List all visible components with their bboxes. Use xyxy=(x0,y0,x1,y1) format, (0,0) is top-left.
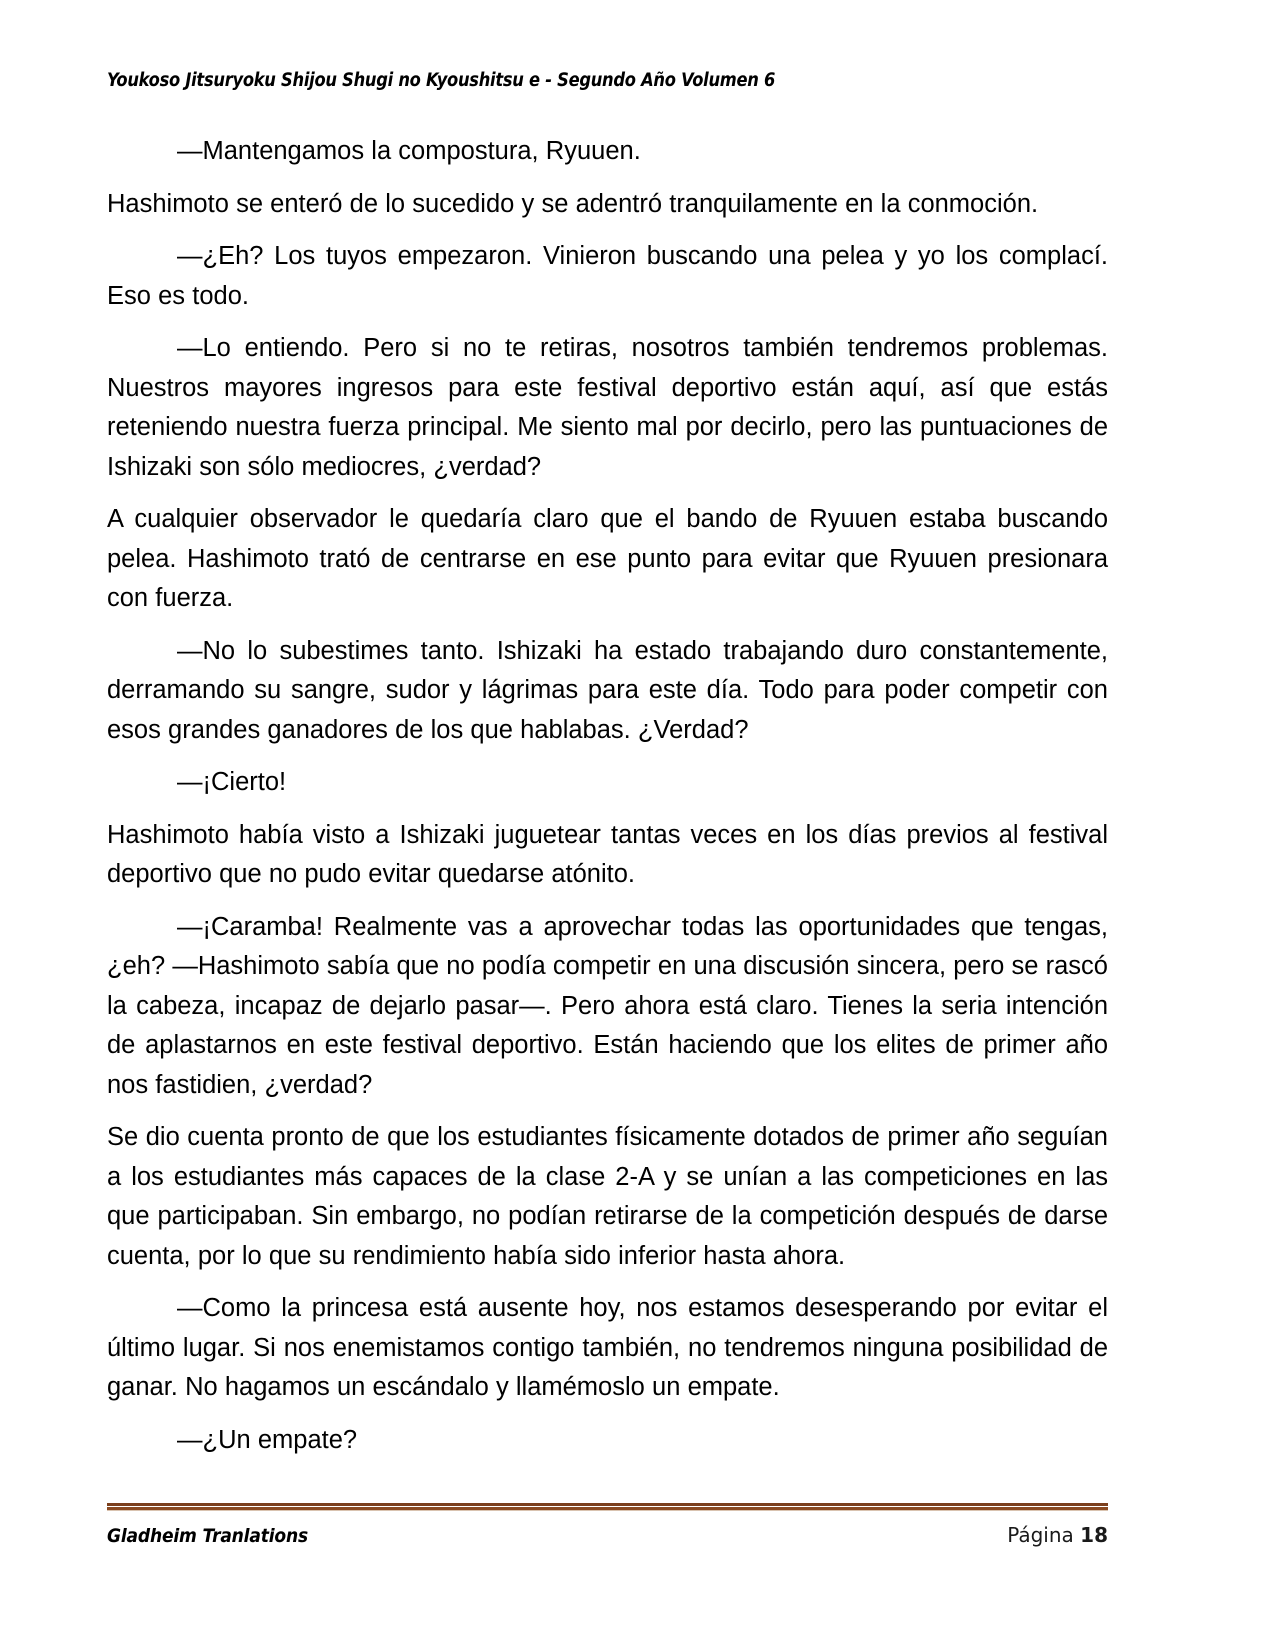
footer-page-indicator xyxy=(1007,1523,1108,1547)
paragraph: Hashimoto había visto a Ishizaki juguetear tantas veces en los días previos al festival deportivo que no pudo evitar quedarse atónito. xyxy=(107,820,1108,888)
paragraph: —¡Cierto! xyxy=(177,768,287,796)
paragraph: —¿Un empate? xyxy=(177,1425,358,1454)
page-footer xyxy=(107,1523,1108,1547)
header-title: Youkoso Jitsuryoku Shijou Shugi no Kyoushitsu e - Segundo Año Volumen 6 xyxy=(107,70,776,91)
footer-page-label: Página xyxy=(1007,1523,1074,1547)
paragraph: A cualquier observador le quedaría claro que el bando de Ryuuen estaba buscando pelea. Hashimoto trató de centrarse en ese punto para evitar que Ryuuen presionara con fuerza. xyxy=(107,505,1108,612)
paragraph: —¡Caramba! Realmente vas a aprovechar todas las oportunidades que tengas, ¿eh? —Hashimoto sabía que no podía competir en una discusión sincera, pero se rascó la cabeza, incapaz de dejarlo pasar—. Pero ahora está claro. Tienes la seria intención de aplastarnos en este festival deportivo. Están haciendo que los elites de primer año nos fastidien, ¿verdad? xyxy=(107,912,1108,1099)
paragraph: —No lo subestimes tanto. Ishizaki ha estado trabajando duro constantemente, derramando su sangre, sudor y lágrimas para este día. Todo para poder competir con esos grandes ganadores de los que hablabas. ¿Verdad? xyxy=(107,636,1108,744)
paragraph: —Mantengamos la compostura, Ryuuen. xyxy=(177,137,641,165)
page-header xyxy=(107,70,1108,91)
paragraph: —Como la princesa está ausente hoy, nos estamos desesperando por evitar el último lugar. Si nos enemistamos contigo también, no tendremos ninguna posibilidad de ganar. No hagamos un escándalo y llamémoslo un empate. xyxy=(107,1294,1108,1401)
footer-divider-band-shadow xyxy=(107,1510,1108,1511)
footer-page-number: 18 xyxy=(1080,1523,1108,1547)
paragraph: Se dio cuenta pronto de que los estudiantes físicamente dotados de primer año seguían a los estudiantes más capaces de la clase 2-A y se unían a las competiciones en las que participaban. Sin embargo, no podían retirarse de la competición después de darse cuenta, por lo que su rendimiento había sido inferior hasta ahora. xyxy=(107,1123,1108,1270)
footer-brand: Gladheim Tranlations xyxy=(107,1525,308,1547)
paragraph: —Lo entiendo. Pero si no te retiras, nosotros también tendremos problemas. Nuestros mayores ingresos para este festival deportivo están aquí, así que estás reteniendo nuestra fuerza principal. Me siento mal por decirlo, pero las puntuaciones de Ishizaki son sólo mediocres, ¿verdad? xyxy=(107,334,1108,481)
body-content xyxy=(107,132,1108,1473)
paragraph: —¿Eh? Los tuyos empezaron. Vinieron buscando una pelea y yo los complací. Eso es todo. xyxy=(107,242,1108,310)
footer-divider xyxy=(107,1503,1108,1510)
paragraph: Hashimoto se enteró de lo sucedido y se adentró tranquilamente en la conmoción. xyxy=(107,189,1039,218)
